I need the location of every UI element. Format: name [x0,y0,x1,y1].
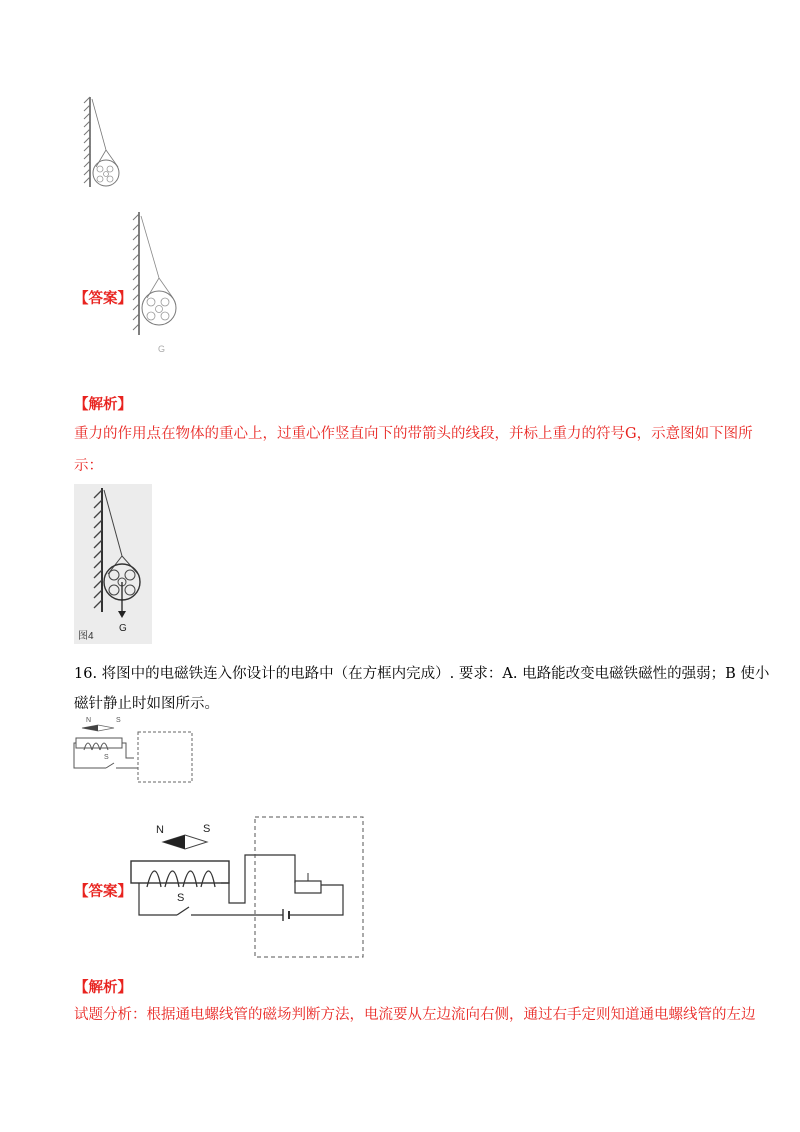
wall-ball-figure-question [78,95,138,190]
wall-ball-figure-analysis [74,484,152,644]
magnet-n-label: N [86,717,92,724]
question-16-line2: 磁针静止时如图所示。 [74,696,219,712]
magnet-n-label: N [156,824,164,836]
electromagnet-circuit-answer [125,815,370,960]
electromagnet-figure-question [70,717,200,790]
answer-label-1: 【答案】 [74,290,132,307]
analysis-text-1-line2: 示： [74,458,103,474]
analysis-text-16-line1: 试题分析：根据通电螺线管的磁场判断方法，电流要从左边流向右侧，通过右手定则知道通电螺线管的左边 [74,1007,756,1023]
question-16-line1: 16. 将图中的电磁铁连入你设计的电路中（在方框内完成）. 要求：A. 电路能改变电磁铁磁性的强弱；B 使小 [74,666,770,682]
analysis-label-1: 【解析】 [74,396,132,413]
figure-caption: 图4 [78,631,94,642]
analysis-label-16: 【解析】 [74,979,132,996]
switch-label: S [104,754,109,761]
wall-ball-figure-answer [125,210,190,365]
switch-label: S [177,892,185,904]
gravity-mark: G [119,623,127,634]
magnet-s-label: S [116,717,121,724]
magnet-s-label: S [203,823,211,835]
analysis-text-1-line1: 重力的作用点在物体的重心上，过重心作竖直向下的带箭头的线段，并标上重力的符号G，示意图如下图所 [74,426,753,442]
answer-label-16: 【答案】 [74,883,132,900]
gravity-mark: G [158,344,166,354]
